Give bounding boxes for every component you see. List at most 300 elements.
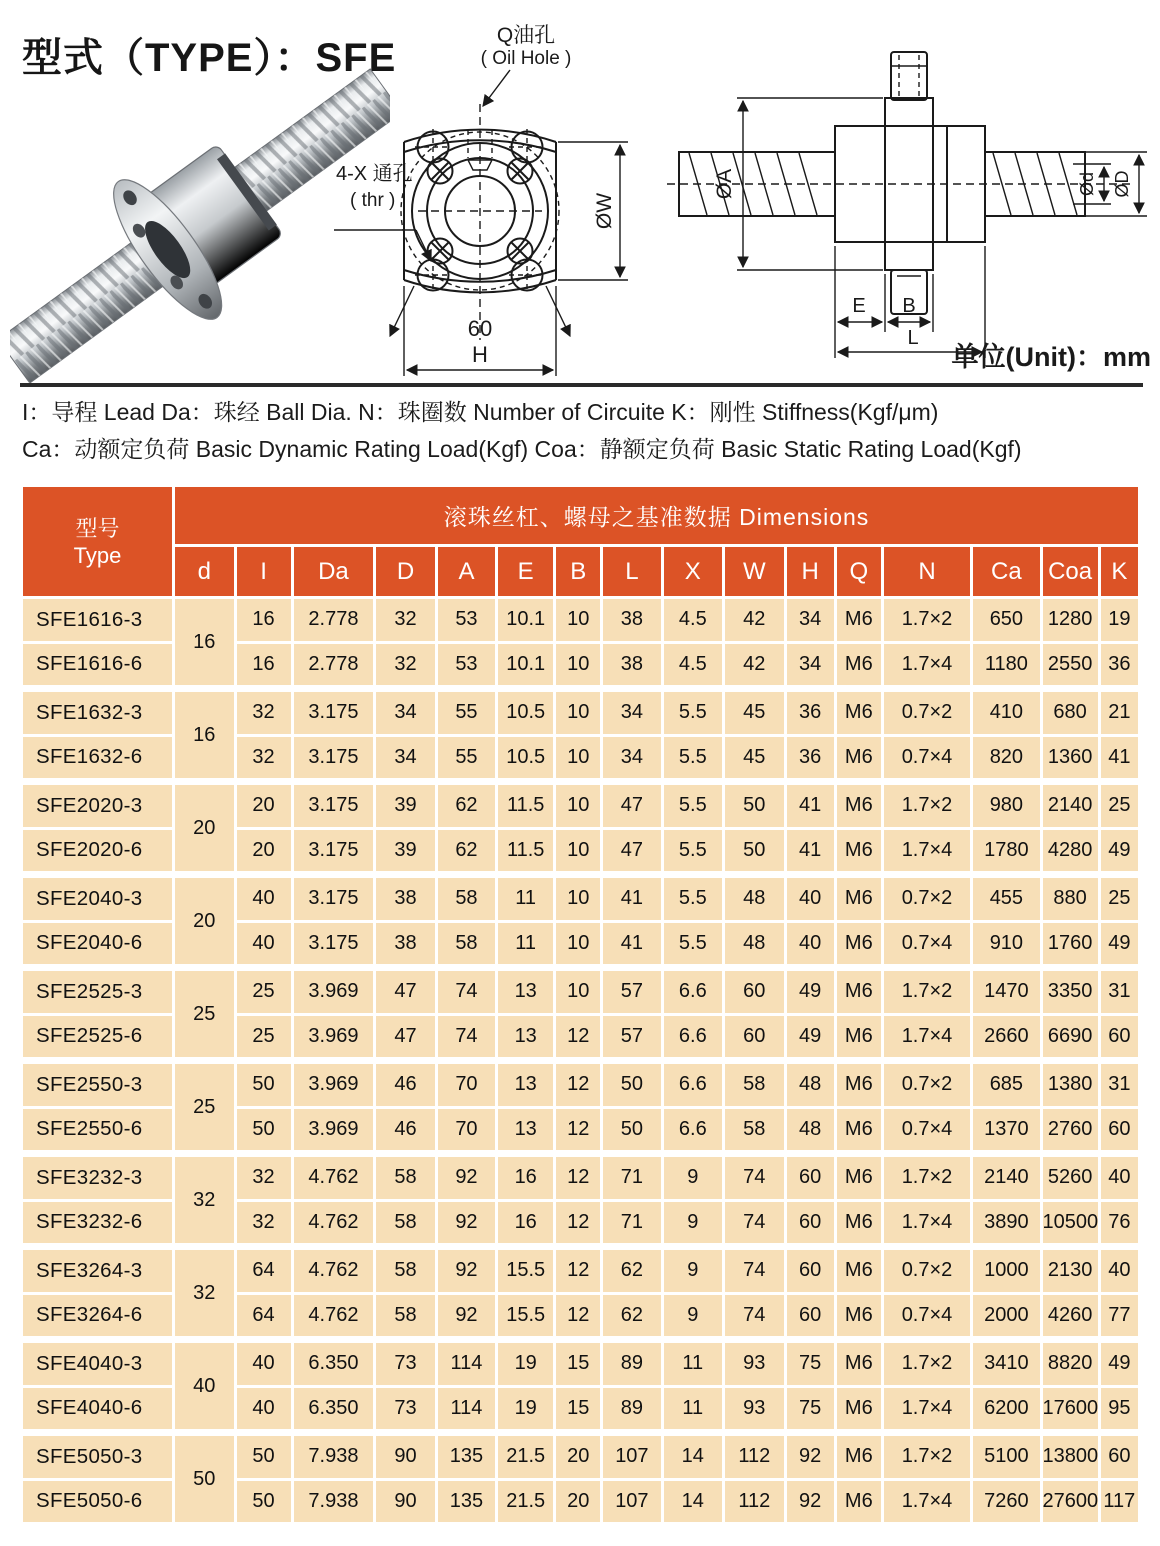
value-cell-Q: M6 xyxy=(835,1107,882,1154)
value-cell-D: 34 xyxy=(375,735,436,782)
value-cell-Coa: 4280 xyxy=(1041,828,1099,875)
value-cell-N: 1.7×4 xyxy=(882,642,971,689)
type-cell: SFE1616-3 xyxy=(22,598,174,643)
value-cell-A: 58 xyxy=(436,921,496,968)
value-cell-X: 4.5 xyxy=(662,642,723,689)
value-cell-Ca: 7260 xyxy=(972,1479,1041,1524)
value-cell-H: 36 xyxy=(785,689,835,736)
value-cell-X: 9 xyxy=(662,1293,723,1340)
value-cell-I: 50 xyxy=(235,1479,292,1524)
value-cell-A: 135 xyxy=(436,1479,496,1524)
column-header-X: X xyxy=(662,546,723,598)
value-cell-B: 12 xyxy=(555,1107,602,1154)
value-cell-E: 11.5 xyxy=(497,782,555,829)
type-header-cn: 型号 xyxy=(75,515,120,541)
value-cell-D: 46 xyxy=(375,1061,436,1108)
column-header-K: K xyxy=(1099,546,1139,598)
value-cell-I: 32 xyxy=(235,689,292,736)
column-header-D: D xyxy=(375,546,436,598)
value-cell-I: 32 xyxy=(235,1200,292,1247)
value-cell-W: 45 xyxy=(724,689,785,736)
value-cell-E: 11.5 xyxy=(497,828,555,875)
value-cell-N: 1.7×4 xyxy=(882,1386,971,1433)
value-cell-Ca: 910 xyxy=(972,921,1041,968)
value-cell-D: 47 xyxy=(375,968,436,1015)
value-cell-B: 15 xyxy=(555,1386,602,1433)
value-cell-K: 40 xyxy=(1099,1247,1139,1294)
value-cell-W: 112 xyxy=(724,1433,785,1480)
column-header-E: E xyxy=(497,546,555,598)
value-cell-W: 42 xyxy=(724,642,785,689)
side-view-diagram xyxy=(645,14,1157,380)
value-cell-A: 55 xyxy=(436,735,496,782)
value-cell-Q: M6 xyxy=(835,875,882,922)
value-cell-Coa: 6690 xyxy=(1041,1014,1099,1061)
value-cell-D: 39 xyxy=(375,782,436,829)
dimensions-table-body xyxy=(22,598,1140,1524)
type-column-header xyxy=(22,486,174,598)
value-cell-I: 64 xyxy=(235,1293,292,1340)
value-cell-E: 11 xyxy=(497,921,555,968)
value-cell-B: 12 xyxy=(555,1293,602,1340)
value-cell-B: 10 xyxy=(555,828,602,875)
value-cell-Q: M6 xyxy=(835,1154,882,1201)
type-cell: SFE4040-3 xyxy=(22,1340,174,1387)
value-cell-Coa: 27600 xyxy=(1041,1479,1099,1524)
value-cell-I: 40 xyxy=(235,921,292,968)
value-cell-D: 32 xyxy=(375,598,436,643)
value-cell-W: 74 xyxy=(724,1200,785,1247)
column-header-B: B xyxy=(555,546,602,598)
column-header-W: W xyxy=(724,546,785,598)
value-cell-Ca: 1470 xyxy=(972,968,1041,1015)
value-cell-B: 10 xyxy=(555,782,602,829)
value-cell-L: 41 xyxy=(602,921,662,968)
value-cell-Da: 7.938 xyxy=(292,1433,375,1480)
dimensions-table xyxy=(20,484,1141,1525)
value-cell-Coa: 1280 xyxy=(1041,598,1099,643)
table-row xyxy=(22,1247,1140,1294)
value-cell-A: 53 xyxy=(436,598,496,643)
value-cell-X: 6.6 xyxy=(662,1107,723,1154)
value-cell-I: 64 xyxy=(235,1247,292,1294)
value-cell-E: 16 xyxy=(497,1200,555,1247)
type-cell: SFE2020-3 xyxy=(22,782,174,829)
value-cell-K: 19 xyxy=(1099,598,1139,643)
value-cell-A: 92 xyxy=(436,1200,496,1247)
value-cell-Ca: 1780 xyxy=(972,828,1041,875)
value-cell-E: 10.1 xyxy=(497,598,555,643)
value-cell-H: 48 xyxy=(785,1107,835,1154)
value-cell-L: 57 xyxy=(602,968,662,1015)
value-cell-X: 5.5 xyxy=(662,782,723,829)
value-cell-X: 4.5 xyxy=(662,598,723,643)
value-cell-A: 92 xyxy=(436,1154,496,1201)
value-cell-Da: 3.175 xyxy=(292,782,375,829)
value-cell-L: 57 xyxy=(602,1014,662,1061)
value-cell-H: 75 xyxy=(785,1340,835,1387)
value-cell-W: 74 xyxy=(724,1154,785,1201)
dim-D-label: ØD xyxy=(1112,170,1132,198)
value-cell-A: 74 xyxy=(436,968,496,1015)
value-cell-E: 10.1 xyxy=(497,642,555,689)
value-cell-Q: M6 xyxy=(835,1386,882,1433)
value-cell-D: 39 xyxy=(375,828,436,875)
value-cell-E: 13 xyxy=(497,1014,555,1061)
value-cell-N: 1.7×2 xyxy=(882,1340,971,1387)
value-cell-Q: M6 xyxy=(835,1061,882,1108)
value-cell-K: 49 xyxy=(1099,921,1139,968)
dim-B-label: B xyxy=(902,295,916,317)
value-cell-D: 58 xyxy=(375,1154,436,1201)
value-cell-B: 10 xyxy=(555,968,602,1015)
value-cell-K: 95 xyxy=(1099,1386,1139,1433)
thru-hole-label-en: ( thr ) xyxy=(350,190,396,211)
value-cell-Coa: 880 xyxy=(1041,875,1099,922)
value-cell-N: 1.7×4 xyxy=(882,1200,971,1247)
dim-60-label: 60 xyxy=(467,316,493,341)
type-cell: SFE3232-3 xyxy=(22,1154,174,1201)
value-cell-I: 50 xyxy=(235,1061,292,1108)
value-cell-H: 60 xyxy=(785,1200,835,1247)
value-cell-W: 50 xyxy=(724,828,785,875)
value-cell-Q: M6 xyxy=(835,968,882,1015)
value-cell-Coa: 1360 xyxy=(1041,735,1099,782)
value-cell-E: 13 xyxy=(497,1061,555,1108)
value-cell-A: 114 xyxy=(436,1340,496,1387)
side-view-svg xyxy=(645,14,1157,380)
value-cell-N: 1.7×2 xyxy=(882,1433,971,1480)
value-cell-I: 20 xyxy=(235,828,292,875)
value-cell-Coa: 3350 xyxy=(1041,968,1099,1015)
value-cell-D: 34 xyxy=(375,689,436,736)
value-cell-X: 11 xyxy=(662,1340,723,1387)
value-cell-E: 10.5 xyxy=(497,689,555,736)
value-cell-Ca: 820 xyxy=(972,735,1041,782)
value-cell-Ca: 1000 xyxy=(972,1247,1041,1294)
column-header-Da: Da xyxy=(292,546,375,598)
value-cell-Coa: 680 xyxy=(1041,689,1099,736)
value-cell-Q: M6 xyxy=(835,1200,882,1247)
value-cell-H: 41 xyxy=(785,828,835,875)
type-cell: SFE3232-6 xyxy=(22,1200,174,1247)
value-cell-K: 60 xyxy=(1099,1014,1139,1061)
value-cell-Da: 3.969 xyxy=(292,968,375,1015)
value-cell-Da: 3.175 xyxy=(292,921,375,968)
value-cell-Coa: 1380 xyxy=(1041,1061,1099,1108)
type-cell: SFE5050-6 xyxy=(22,1479,174,1524)
value-cell-Q: M6 xyxy=(835,1293,882,1340)
dim-E-label: E xyxy=(852,295,866,317)
d-cell: 50 xyxy=(174,1433,235,1524)
value-cell-H: 75 xyxy=(785,1386,835,1433)
type-cell: SFE1632-3 xyxy=(22,689,174,736)
value-cell-H: 92 xyxy=(785,1433,835,1480)
value-cell-A: 55 xyxy=(436,689,496,736)
value-cell-Da: 7.938 xyxy=(292,1479,375,1524)
type-cell: SFE3264-6 xyxy=(22,1293,174,1340)
value-cell-D: 38 xyxy=(375,921,436,968)
value-cell-D: 73 xyxy=(375,1386,436,1433)
value-cell-Ca: 5100 xyxy=(972,1433,1041,1480)
column-header-Ca: Ca xyxy=(972,546,1041,598)
type-cell: SFE5050-3 xyxy=(22,1433,174,1480)
value-cell-K: 40 xyxy=(1099,1154,1139,1201)
value-cell-I: 32 xyxy=(235,735,292,782)
value-cell-D: 58 xyxy=(375,1200,436,1247)
value-cell-D: 46 xyxy=(375,1107,436,1154)
value-cell-Da: 6.350 xyxy=(292,1386,375,1433)
value-cell-Q: M6 xyxy=(835,1014,882,1061)
value-cell-D: 32 xyxy=(375,642,436,689)
value-cell-Coa: 4260 xyxy=(1041,1293,1099,1340)
value-cell-Ca: 6200 xyxy=(972,1386,1041,1433)
type-header-en: Type xyxy=(73,542,122,568)
value-cell-Ca: 2660 xyxy=(972,1014,1041,1061)
table-row xyxy=(22,598,1140,643)
value-cell-H: 60 xyxy=(785,1247,835,1294)
value-cell-Coa: 17600 xyxy=(1041,1386,1099,1433)
value-cell-Coa: 2550 xyxy=(1041,642,1099,689)
value-cell-I: 50 xyxy=(235,1433,292,1480)
value-cell-B: 10 xyxy=(555,598,602,643)
value-cell-L: 47 xyxy=(602,828,662,875)
value-cell-Da: 6.350 xyxy=(292,1340,375,1387)
value-cell-W: 60 xyxy=(724,1014,785,1061)
type-cell: SFE2020-6 xyxy=(22,828,174,875)
d-cell: 25 xyxy=(174,968,235,1061)
value-cell-B: 10 xyxy=(555,689,602,736)
value-cell-N: 1.7×2 xyxy=(882,1154,971,1201)
value-cell-A: 74 xyxy=(436,1014,496,1061)
value-cell-A: 135 xyxy=(436,1433,496,1480)
value-cell-X: 5.5 xyxy=(662,689,723,736)
value-cell-H: 41 xyxy=(785,782,835,829)
value-cell-W: 93 xyxy=(724,1386,785,1433)
type-cell: SFE1632-6 xyxy=(22,735,174,782)
value-cell-I: 25 xyxy=(235,968,292,1015)
value-cell-X: 9 xyxy=(662,1200,723,1247)
value-cell-E: 13 xyxy=(497,1107,555,1154)
dimensions-group-header: 滚珠丝杠、螺母之基准数据 Dimensions xyxy=(174,486,1140,546)
type-cell: SFE2040-3 xyxy=(22,875,174,922)
value-cell-L: 89 xyxy=(602,1340,662,1387)
value-cell-D: 47 xyxy=(375,1014,436,1061)
value-cell-W: 58 xyxy=(724,1107,785,1154)
column-header-H: H xyxy=(785,546,835,598)
value-cell-N: 1.7×4 xyxy=(882,1014,971,1061)
value-cell-Ca: 1370 xyxy=(972,1107,1041,1154)
value-cell-B: 12 xyxy=(555,1061,602,1108)
value-cell-Q: M6 xyxy=(835,1247,882,1294)
table-row xyxy=(22,689,1140,736)
table-row xyxy=(22,782,1140,829)
value-cell-W: 48 xyxy=(724,875,785,922)
column-header-Coa: Coa xyxy=(1041,546,1099,598)
value-cell-L: 50 xyxy=(602,1107,662,1154)
dim-A-label: ØA xyxy=(713,168,736,200)
d-cell: 20 xyxy=(174,782,235,875)
value-cell-B: 12 xyxy=(555,1014,602,1061)
value-cell-N: 1.7×2 xyxy=(882,968,971,1015)
value-cell-L: 71 xyxy=(602,1200,662,1247)
dim-d-label: Ød xyxy=(1077,171,1097,197)
value-cell-K: 60 xyxy=(1099,1433,1139,1480)
table-row xyxy=(22,1340,1140,1387)
value-cell-W: 74 xyxy=(724,1247,785,1294)
value-cell-N: 1.7×2 xyxy=(882,782,971,829)
column-header-N: N xyxy=(882,546,971,598)
value-cell-B: 12 xyxy=(555,1247,602,1294)
value-cell-H: 49 xyxy=(785,1014,835,1061)
type-cell: SFE2040-6 xyxy=(22,921,174,968)
value-cell-D: 38 xyxy=(375,875,436,922)
value-cell-Ca: 2000 xyxy=(972,1293,1041,1340)
value-cell-L: 47 xyxy=(602,782,662,829)
thru-hole-label-cn: 4-X 通孔 xyxy=(336,163,413,185)
value-cell-L: 107 xyxy=(602,1433,662,1480)
value-cell-A: 58 xyxy=(436,875,496,922)
value-cell-K: 117 xyxy=(1099,1479,1139,1524)
value-cell-E: 16 xyxy=(497,1154,555,1201)
column-letters-row xyxy=(22,546,1140,598)
value-cell-L: 41 xyxy=(602,875,662,922)
value-cell-K: 36 xyxy=(1099,642,1139,689)
value-cell-X: 9 xyxy=(662,1154,723,1201)
oil-hole-label-cn: Q油孔 xyxy=(496,24,556,47)
table-row xyxy=(22,1433,1140,1480)
value-cell-E: 13 xyxy=(497,968,555,1015)
value-cell-Da: 3.175 xyxy=(292,875,375,922)
value-cell-B: 20 xyxy=(555,1479,602,1524)
value-cell-B: 20 xyxy=(555,1433,602,1480)
legend-line-1: I：导程 Lead Da：珠经 Ball Dia. N：珠圈数 Number of Circuite K：刚性 Stiffness(Kgf/μm) xyxy=(22,399,939,425)
dimensions-table-wrap xyxy=(20,484,1141,1525)
value-cell-B: 10 xyxy=(555,735,602,782)
value-cell-H: 49 xyxy=(785,968,835,1015)
value-cell-N: 0.7×4 xyxy=(882,921,971,968)
d-cell: 32 xyxy=(174,1247,235,1340)
type-cell: SFE2550-3 xyxy=(22,1061,174,1108)
column-header-L: L xyxy=(602,546,662,598)
value-cell-H: 34 xyxy=(785,598,835,643)
value-cell-A: 92 xyxy=(436,1247,496,1294)
value-cell-Coa: 13800 xyxy=(1041,1433,1099,1480)
value-cell-Q: M6 xyxy=(835,1340,882,1387)
value-cell-K: 25 xyxy=(1099,782,1139,829)
value-cell-Coa: 8820 xyxy=(1041,1340,1099,1387)
section-divider xyxy=(20,383,1143,387)
oil-hole-label-en: ( Oil Hole ) xyxy=(480,48,572,69)
value-cell-Ca: 455 xyxy=(972,875,1041,922)
value-cell-D: 90 xyxy=(375,1479,436,1524)
value-cell-Da: 3.969 xyxy=(292,1061,375,1108)
value-cell-E: 21.5 xyxy=(497,1433,555,1480)
value-cell-Ca: 1180 xyxy=(972,642,1041,689)
value-cell-Coa: 2760 xyxy=(1041,1107,1099,1154)
value-cell-X: 5.5 xyxy=(662,828,723,875)
value-cell-Ca: 650 xyxy=(972,598,1041,643)
d-cell: 40 xyxy=(174,1340,235,1433)
value-cell-Coa: 5260 xyxy=(1041,1154,1099,1201)
value-cell-L: 34 xyxy=(602,735,662,782)
value-cell-N: 0.7×2 xyxy=(882,1061,971,1108)
value-cell-Q: M6 xyxy=(835,828,882,875)
value-cell-Q: M6 xyxy=(835,1433,882,1480)
type-cell: SFE2525-6 xyxy=(22,1014,174,1061)
unit-label: 单位(Unit)：mm xyxy=(951,342,1151,372)
value-cell-L: 62 xyxy=(602,1293,662,1340)
type-cell: SFE2525-3 xyxy=(22,968,174,1015)
value-cell-L: 34 xyxy=(602,689,662,736)
value-cell-H: 60 xyxy=(785,1154,835,1201)
table-row xyxy=(22,1061,1140,1108)
value-cell-I: 40 xyxy=(235,875,292,922)
value-cell-A: 53 xyxy=(436,642,496,689)
value-cell-I: 20 xyxy=(235,782,292,829)
value-cell-H: 92 xyxy=(785,1479,835,1524)
value-cell-X: 9 xyxy=(662,1247,723,1294)
value-cell-W: 60 xyxy=(724,968,785,1015)
value-cell-Da: 3.175 xyxy=(292,828,375,875)
value-cell-W: 48 xyxy=(724,921,785,968)
value-cell-E: 19 xyxy=(497,1340,555,1387)
value-cell-B: 10 xyxy=(555,921,602,968)
type-cell: SFE4040-6 xyxy=(22,1386,174,1433)
value-cell-N: 0.7×4 xyxy=(882,735,971,782)
value-cell-H: 60 xyxy=(785,1293,835,1340)
value-cell-L: 89 xyxy=(602,1386,662,1433)
value-cell-K: 31 xyxy=(1099,968,1139,1015)
d-cell: 16 xyxy=(174,598,235,689)
dim-L-label: L xyxy=(907,327,919,349)
value-cell-N: 1.7×2 xyxy=(882,598,971,643)
value-cell-X: 6.6 xyxy=(662,1014,723,1061)
dim-W-label: ØW xyxy=(593,192,616,230)
value-cell-A: 92 xyxy=(436,1293,496,1340)
front-view-diagram xyxy=(330,18,660,384)
value-cell-X: 11 xyxy=(662,1386,723,1433)
value-cell-Da: 3.969 xyxy=(292,1014,375,1061)
value-cell-Da: 3.175 xyxy=(292,689,375,736)
value-cell-X: 5.5 xyxy=(662,921,723,968)
legend xyxy=(22,394,1142,468)
value-cell-L: 38 xyxy=(602,642,662,689)
value-cell-Coa: 2130 xyxy=(1041,1247,1099,1294)
table-row xyxy=(22,968,1140,1015)
value-cell-N: 1.7×4 xyxy=(882,1479,971,1524)
table-row xyxy=(22,875,1140,922)
value-cell-Q: M6 xyxy=(835,689,882,736)
value-cell-Coa: 10500 xyxy=(1041,1200,1099,1247)
value-cell-H: 36 xyxy=(785,735,835,782)
d-cell: 20 xyxy=(174,875,235,968)
value-cell-X: 14 xyxy=(662,1433,723,1480)
value-cell-L: 107 xyxy=(602,1479,662,1524)
value-cell-Da: 4.762 xyxy=(292,1200,375,1247)
value-cell-K: 25 xyxy=(1099,875,1139,922)
value-cell-E: 15.5 xyxy=(497,1247,555,1294)
value-cell-Da: 4.762 xyxy=(292,1293,375,1340)
value-cell-A: 70 xyxy=(436,1107,496,1154)
value-cell-D: 58 xyxy=(375,1293,436,1340)
d-cell: 16 xyxy=(174,689,235,782)
column-header-I: I xyxy=(235,546,292,598)
front-view-svg xyxy=(330,18,660,384)
value-cell-Ca: 2140 xyxy=(972,1154,1041,1201)
value-cell-I: 40 xyxy=(235,1386,292,1433)
value-cell-N: 0.7×2 xyxy=(882,875,971,922)
